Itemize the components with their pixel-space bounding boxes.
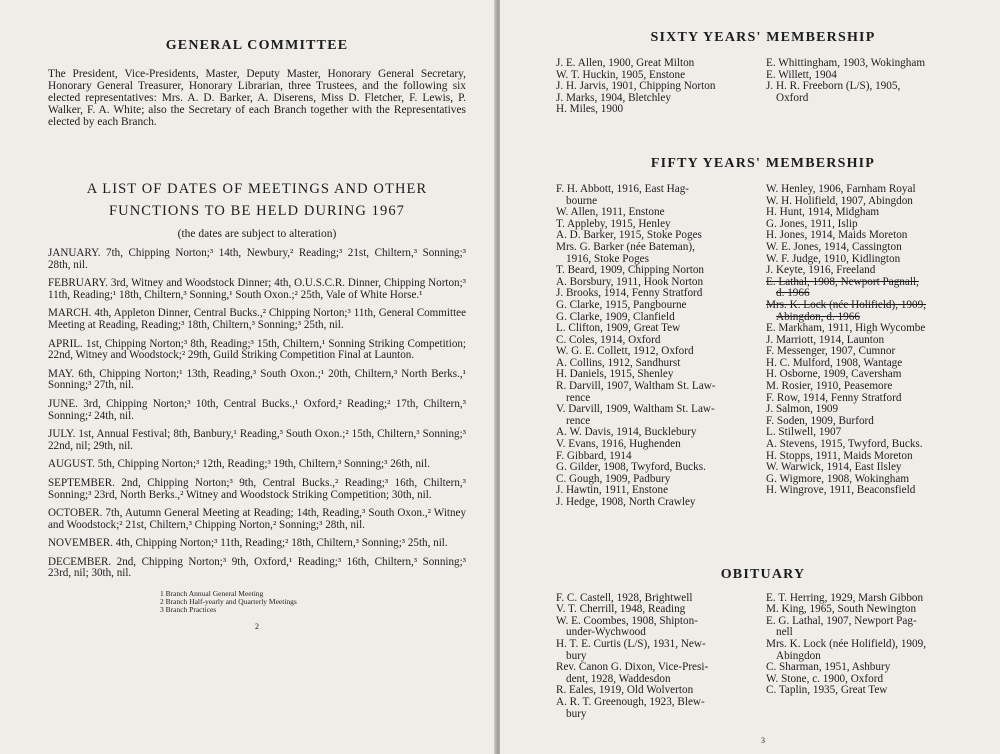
member-entry: F. Row, 1914, Fenny Stratford	[766, 391, 902, 404]
general-committee-text: The President, Vice-Presidents, Master, Deputy Master, Honorary General Secretary, Honorary General Treasurer, Honorary Librarian, three Trustees, and the following six elected representatives: Mrs. A. D. Barker, A. Diserens, Miss D. Fletcher, F. Lewis, P. Walker, F. A. White; also the Secretary of each Branch together with the Representatives elected by each Branch.	[48, 68, 466, 128]
obituary-entry: V. T. Cherrill, 1948, Reading	[556, 603, 686, 616]
months-list	[48, 248, 466, 580]
member-entry: V. Evans, 1916, Hughenden	[556, 438, 681, 451]
member-entry: bourne	[566, 194, 598, 207]
footnote: 3 Branch Practices	[160, 605, 217, 615]
member-entry: C. Gough, 1909, Padbury	[556, 472, 671, 485]
general-committee-heading: GENERAL COMMITTEE	[165, 38, 349, 53]
member-entry: 1916, Stoke Poges	[566, 252, 649, 265]
member-entry: G. Jones, 1911, Islip	[766, 217, 858, 230]
dates-heading-line2: FUNCTIONS TO BE HELD DURING 1967	[108, 203, 406, 219]
member-entry: rence	[566, 391, 591, 404]
obituary-entry: Abingdon	[776, 649, 821, 662]
month-entry: APRIL. 1st, Chipping Norton;³ 8th, Reading;³ 15th, Chiltern,¹ Sonning Striking Competition; 22nd, Witney and Woodstock;² 29th, Guild Striking Competition Final at Launton.	[48, 337, 466, 362]
fifty-col-2	[766, 184, 970, 509]
member-entry: E. Markham, 1911, High Wycombe	[766, 322, 926, 335]
member-entry: F. Soden, 1909, Burford	[766, 414, 874, 427]
member-entry: J. H. Jarvis, 1901, Chipping Norton	[556, 80, 716, 93]
member-entry: A. W. Davis, 1914, Bucklebury	[556, 426, 697, 439]
month-entry: JUNE. 3rd, Chipping Norton;³ 10th, Central Bucks.,¹ Oxford,² Reading;² 17th, Chiltern,³ Sonning;² 24th, nil.	[48, 397, 466, 422]
month-entry: MAY. 6th, Chipping Norton;¹ 13th, Reading,³ South Oxon.;¹ 20th, Chiltern,³ North Berks.,¹ Sonning;³ 27th, nil.	[48, 367, 466, 392]
member-entry: H. Osborne, 1909, Caversham	[766, 368, 902, 381]
obituary-entry: bury	[566, 707, 587, 720]
obituary-col-2	[766, 593, 970, 721]
obituary-entry: C. Taplin, 1935, Great Tew	[766, 684, 888, 697]
obituary-entry: C. Sharman, 1951, Ashbury	[766, 661, 891, 674]
member-entry: J. Salmon, 1909	[766, 403, 839, 416]
member-entry: W. E. Jones, 1914, Cassington	[766, 240, 902, 253]
footnote: 1 Branch Annual General Meeting	[160, 589, 264, 599]
member-entry: G. Wigmore, 1908, Wokingham	[766, 472, 910, 485]
member-entry: R. Darvill, 1907, Waltham St. Law-	[556, 380, 716, 393]
member-entry: F. H. Abbott, 1916, East Hag-	[556, 182, 690, 195]
obituary-list	[556, 593, 970, 721]
member-entry: d. 1966	[776, 287, 810, 300]
dates-subheading: (the dates are subject to alteration)	[177, 228, 337, 240]
month-entry: DECEMBER. 2nd, Chipping Norton;³ 9th, Oxford,¹ Reading;³ 16th, Chiltern,³ Sonning;³ 23rd, nil; 30th, nil.	[48, 555, 466, 580]
footnote: 2 Branch Half-yearly and Quarterly Meetings	[160, 597, 297, 607]
member-entry: W. Henley, 1906, Farnham Royal	[766, 182, 916, 195]
member-entry: Abingdon, d. 1966	[776, 310, 860, 323]
member-entry: F. Gibbard, 1914	[556, 449, 632, 462]
member-entry: H. Stopps, 1911, Maids Moreton	[766, 449, 913, 462]
fifty-years-list	[556, 184, 970, 509]
sixty-years-list	[556, 58, 970, 116]
member-entry: G. Clarke, 1909, Clanfield	[556, 310, 675, 323]
member-entry: W. Allen, 1911, Enstone	[556, 206, 665, 219]
obituary-entry: bury	[566, 649, 587, 662]
member-entry: E. Whittingham, 1903, Wokingham	[766, 57, 926, 69]
member-entry: A. D. Barker, 1915, Stoke Poges	[556, 229, 702, 242]
obituary-entry: R. Eales, 1919, Old Wolverton	[556, 684, 694, 697]
member-entry: H. Jones, 1914, Maids Moreton	[766, 229, 908, 242]
member-entry: W. G. E. Collett, 1912, Oxford	[556, 345, 694, 358]
member-entry: H. Daniels, 1915, Shenley	[556, 368, 674, 381]
member-entry: W. Warwick, 1914, East Ilsley	[766, 461, 902, 474]
member-entry: A. Stevens, 1915, Twyford, Bucks.	[766, 438, 923, 451]
member-entry: W. T. Huckin, 1905, Enstone	[556, 68, 686, 81]
member-entry: J. H. R. Freeborn (L/S), 1905,	[766, 80, 901, 93]
member-entry: G. Clarke, 1915, Pangbourne	[556, 298, 687, 311]
member-entry: W. F. Judge, 1910, Kidlington	[766, 252, 901, 265]
member-entry: T. Appleby, 1915, Henley	[556, 217, 671, 230]
member-entry: L. Stilwell, 1907	[766, 426, 842, 439]
obituary-entry: nell	[776, 626, 793, 639]
member-entry: Oxford	[776, 91, 809, 104]
member-entry: W. H. Holifield, 1907, Abingdon	[766, 194, 913, 207]
fifty-col-1	[556, 184, 760, 509]
month-entry: JULY. 1st, Annual Festival; 8th, Banbury,¹ Reading,³ South Oxon.;² 15th, Chiltern,³ Sonning;³ 22nd, nil; 29th, nil.	[48, 428, 466, 452]
left-page	[0, 0, 496, 754]
obituary-entry: E. T. Herring, 1929, Marsh Gibbon	[766, 591, 924, 604]
month-entry: AUGUST. 5th, Chipping Norton;³ 12th, Reading;³ 19th, Chiltern,³ Sonning;³ 26th, nil.	[48, 458, 430, 471]
obituary-entry: Mrs. K. Lock (née Holifield), 1909,	[766, 637, 927, 650]
member-entry: J. Hawtin, 1911, Enstone	[556, 484, 669, 497]
sixty-years-heading: SIXTY YEARS' MEMBERSHIP	[650, 30, 876, 45]
member-entry: Mrs. K. Lock (née Holifield), 1909,	[766, 298, 927, 311]
member-entry: L. Clifton, 1909, Great Tew	[556, 322, 681, 335]
obituary-entry: W. Stone, c. 1900, Oxford	[766, 672, 884, 685]
member-entry: Mrs. G. Barker (née Bateman),	[556, 240, 695, 253]
member-entry: J. Brooks, 1914, Fenny Stratford	[556, 287, 703, 300]
member-entry: A. Collins, 1912, Sandhurst	[556, 356, 681, 369]
member-entry: V. Darvill, 1909, Waltham St. Law-	[556, 403, 715, 416]
obituary-entry: W. E. Coombes, 1908, Shipton-	[556, 614, 698, 627]
page-number: 2	[255, 622, 259, 632]
month-entry: MARCH. 4th, Appleton Dinner, Central Bucks.,² Chipping Norton;³ 11th, General Committee Meeting at Reading, Reading;³ 18th, Chiltern,³ Sonning;³ 25th, nil.	[48, 307, 466, 331]
obituary-heading: OBITUARY	[720, 566, 806, 582]
obituary-entry: A. R. T. Greenough, 1923, Blew-	[556, 695, 705, 708]
page-number: 3	[761, 736, 765, 746]
member-entry: H. Hunt, 1914, Midgham	[766, 206, 880, 219]
member-entry: F. Messenger, 1907, Cumnor	[766, 345, 896, 358]
obituary-entry: M. King, 1965, South Newington	[766, 603, 917, 616]
member-entry: G. Gilder, 1908, Twyford, Bucks.	[556, 461, 706, 474]
member-entry: J. Marriott, 1914, Launton	[766, 333, 885, 346]
member-entry: T. Beard, 1909, Chipping Norton	[556, 264, 705, 277]
obituary-entry: under-Wychwood	[566, 626, 646, 639]
member-entry: H. Wingrove, 1911, Beaconsfield	[766, 484, 916, 497]
month-entry: FEBRUARY. 3rd, Witney and Woodstock Dinner; 4th, O.U.S.C.R. Dinner, Chipping Norton;³ 11th, Reading;¹ 18th, Chiltern,³ Sonning,¹ South Oxon.;² 25th, Vale of White Horse.¹	[48, 277, 466, 301]
sixty-col-2	[766, 58, 970, 116]
month-entry: SEPTEMBER. 2nd, Chipping Norton;³ 9th, Central Bucks.,² Reading;³ 16th, Chiltern,³ Sonning;³ 23rd, North Berks.,² Witney and Woodstock Striking Competition; 30th, nil.	[48, 476, 466, 501]
member-entry: C. Coles, 1914, Oxford	[556, 333, 661, 346]
member-entry: H. Miles, 1900	[556, 103, 624, 116]
obituary-entry: H. T. E. Curtis (L/S), 1931, New-	[556, 637, 706, 650]
obituary-entry: dent, 1928, Waddesdon	[566, 672, 671, 685]
member-entry: E. Lathal, 1908, Newport Pagnall,	[766, 275, 919, 288]
footnotes	[160, 590, 466, 614]
member-entry: J. E. Allen, 1900, Great Milton	[556, 57, 695, 69]
obituary-entry: F. C. Castell, 1928, Brightwell	[556, 591, 693, 604]
fifty-years-heading: FIFTY YEARS' MEMBERSHIP	[650, 155, 876, 171]
obituary-entry: Rev. Canon G. Dixon, Vice-Presi-	[556, 661, 709, 674]
member-entry: rence	[566, 414, 591, 427]
month-entry: JANUARY. 7th, Chipping Norton;³ 14th, Newbury,² Reading;³ 21st, Chiltern,³ Sonning;³ 28th, nil.	[48, 247, 466, 271]
member-entry: E. Willett, 1904	[766, 68, 837, 81]
member-entry: J. Keyte, 1916, Freeland	[766, 264, 876, 277]
member-entry: A. Borsbury, 1911, Hook Norton	[556, 275, 704, 288]
sixty-col-1	[556, 58, 760, 116]
member-entry: M. Rosier, 1910, Peasemore	[766, 380, 893, 393]
month-entry: NOVEMBER. 4th, Chipping Norton;³ 11th, Reading;² 18th, Chiltern,³ Sonning;³ 25th, nil.	[48, 537, 448, 550]
right-page	[500, 0, 1000, 754]
obituary-entry: E. G. Lathal, 1907, Newport Pag-	[766, 614, 917, 627]
member-entry: H. C. Mulford, 1908, Wantage	[766, 356, 903, 369]
obituary-col-1	[556, 593, 760, 721]
member-entry: J. Hedge, 1908, North Crawley	[556, 496, 696, 508]
member-entry: J. Marks, 1904, Bletchley	[556, 91, 671, 104]
dates-heading-line1: A LIST OF DATES OF MEETINGS AND OTHER	[86, 181, 428, 197]
month-entry: OCTOBER. 7th, Autumn General Meeting at Reading; 14th, Reading,³ South Oxon.,² Witney and Woodstock;² 21st, Chiltern,³ Chipping Norton,² Sonning;³ 28th, nil.	[48, 507, 466, 531]
